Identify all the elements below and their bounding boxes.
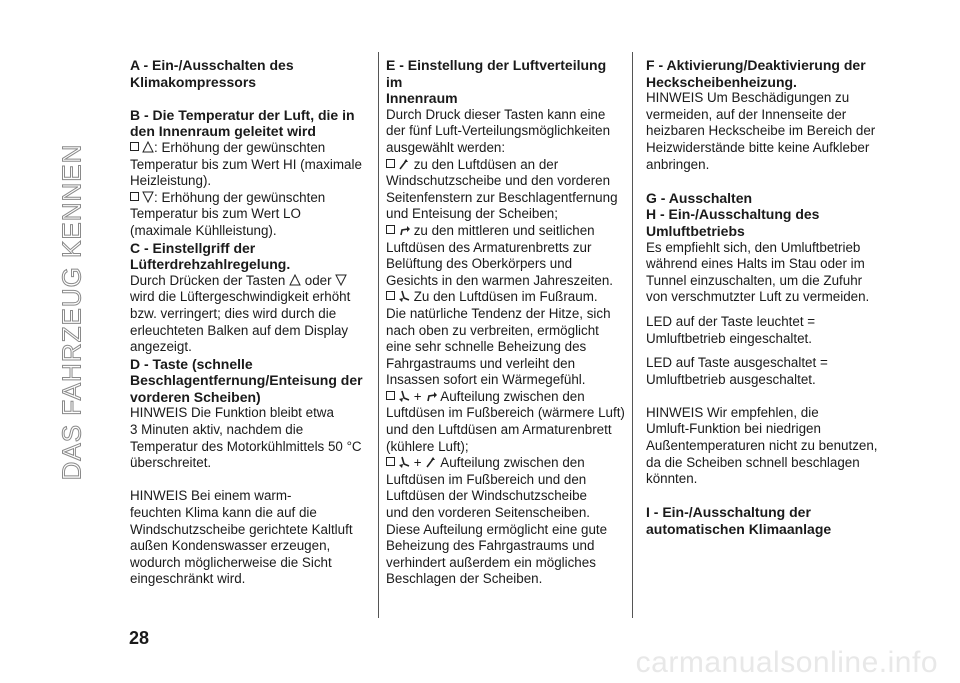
bullet-icon — [386, 391, 395, 400]
foot-airflow-icon — [398, 390, 410, 402]
windshield-airflow-icon — [398, 158, 410, 170]
section-i-heading: I - Ein-/Ausschaltung der — [646, 504, 811, 521]
section-d-heading-line3: vorderen Scheiben) — [130, 388, 261, 405]
section-i-heading-line2: automatischen Klimaanlage — [646, 521, 832, 538]
triangle-down-icon — [335, 274, 347, 286]
chapter-side-title: DAS FAHRZEUG KENNEN — [56, 143, 87, 481]
bullet-icon — [386, 225, 395, 234]
triangle-down-icon — [142, 191, 154, 203]
section-a-heading-line2: Klimakompressors — [130, 73, 257, 90]
section-f-heading-line2: Heckscheibenheizung. — [646, 73, 797, 90]
section-c-heading: C - Einstellgriff der — [130, 239, 256, 256]
section-h-heading: H - Ein-/Ausschaltung des — [646, 206, 820, 223]
section-d-heading: D - Taste (schnelle — [130, 355, 253, 372]
windshield-airflow-icon — [425, 456, 437, 468]
section-c-heading-line2: Lüfterdrehzahlregelung. — [130, 256, 291, 273]
bullet-icon — [386, 159, 395, 168]
bullet-icon — [130, 192, 139, 201]
column-2: E - Einstellung der Luftverteilung im Innenraum Durch Druck dieser Tasten kann eine der fünf Luft-Verteilungsmöglichkeiten ausgewählt werden: zu den Luftdüsen an der Windschutzscheibe und den vorderen Seitenfenstern zur Beschlagentfernung und Enteisung der Scheiben; zu den mittleren und seitlichen Luftdüsen des Armaturenbretts zur Belüftung des Oberkörpers und Gesichts in den warmen Jahreszeiten. Zu den Luftdüsen im Fußraum. Die natürliche Tendenz der Hitze, sich nach oben zu verbreiten, ermöglicht eine sehr schnelle Beheizung des Fahrgastraums und verleiht den Insassen sofort ein Wärmegefühl. + Aufteilung zwischen den Luftdüsen im Fußbereich (wärmere Luft) und den Luftdüsen am Armaturenbrett (kühlere Luft); + Aufteilung zwischen den Luftdüsen im Fußbereich und den Luftdüsen der Windschutzscheibe und den vorderen Seitenscheiben. Diese Aufteilung ermöglicht eine gute Beheizung des Fahrgastraums und verhindert außerdem ein mögliches Beschlagen der Scheiben. — [386, 57, 625, 587]
triangle-up-icon — [289, 274, 301, 286]
section-e-heading-line2: Innenraum — [386, 90, 458, 107]
section-h-heading-line2: Umluftbetriebs — [646, 222, 745, 239]
foot-airflow-icon — [398, 290, 410, 302]
section-g-heading: G - Ausschalten — [646, 189, 753, 206]
triangle-up-icon — [142, 141, 154, 153]
column-divider-1 — [378, 52, 379, 618]
bullet-icon — [130, 142, 139, 151]
page-number: 28 — [129, 628, 150, 648]
section-b-heading-line2: den Innenraum geleitet wird — [130, 123, 316, 140]
face-airflow-icon — [425, 390, 437, 402]
section-b-heading: B - Die Temperatur der Luft, die in — [130, 106, 355, 123]
column-divider-2 — [632, 52, 633, 618]
section-a-heading: A - Ein-/Ausschalten des — [130, 57, 294, 73]
section-e-heading: E - Einstellung der Luftverteilung im — [386, 57, 607, 90]
column-1: A - Ein-/Ausschalten des Klimakompressors B - Die Temperatur der Luft, die in den Innenraum geleitet wird : Erhöhung der gewünschten Temperatur bis zum Wert HI (maximale Heizleistung). : Erhöhung der gewünschten Temperatur bis zum Wert LO (maximale Kühlleistung). C - Einstellgriff der Lüfterdrehzahlregelung. Durch Drücken der Tasten oder wird die Lüftergeschwindigkeit erhöht bzw. verringert; dies wird durch die erleuchteten Balken auf dem Display angezeigt. D - Taste (schnelle Beschlagentfernung/Enteisung der vorderen Scheiben) HINWEIS Die Funktion bleibt etwa 3 Minuten aktiv, nachdem die Temperatur des Motorkühlmittels 50 °C überschreitet. HINWEIS Bei einem warm- feuchten Klima kann die auf die Windschutzscheibe gerichtete Kaltluft außen Kondenswasser erzeugen, wodurch möglicherweise die Sicht eingeschränkt wird. — [130, 57, 370, 588]
bullet-icon — [386, 457, 395, 466]
section-f-heading: F - Aktivierung/Deaktivierung der — [646, 57, 866, 73]
watermark: carmanualsonline.info — [635, 646, 938, 679]
section-d-heading-line2: Beschlagentfernung/Enteisung der — [130, 372, 363, 389]
foot-airflow-icon — [398, 456, 410, 468]
face-airflow-icon — [398, 224, 410, 236]
bullet-icon — [386, 291, 395, 300]
column-3: F - Aktivierung/Deaktivierung der Heckscheibenheizung. HINWEIS Um Beschädigungen zu vermeiden, auf der Innenseite der heizbaren Heckscheibe im Bereich der Heizwiderstände bitte keine Aufkleber anbringen. G - Ausschalten H - Ein-/Ausschaltung des Umluftbetriebs Es empfiehlt sich, den Umluftbetrieb während eines Halts im Stau oder im Tunnel einzuschalten, um die Zufuhr von verschmutzter Luft zu vermeiden. LED auf der Taste leuchtet = Umluftbetrieb eingeschaltet. LED auf Taste ausgeschaltet = Umluftbetrieb ausgeschaltet. HINWEIS Wir empfehlen, die Umluft-Funktion bei niedrigen Außentemperaturen nicht zu benutzen, da die Scheiben schnell beschlagen könnten. I - Ein-/Ausschaltung der automatischen Klimaanlage — [646, 57, 896, 538]
